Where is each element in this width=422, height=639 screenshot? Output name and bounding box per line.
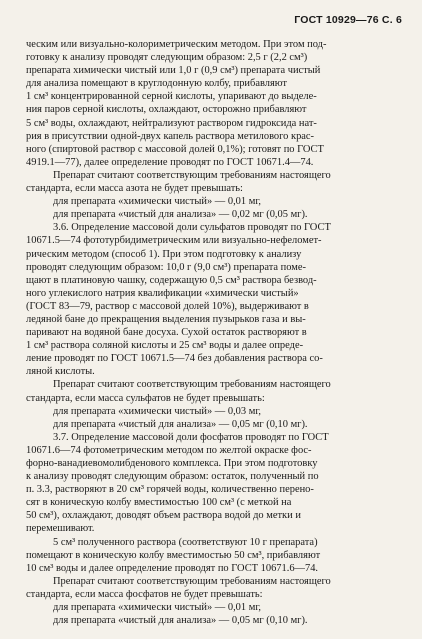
- text-line: 10671.5—74 фототурбидиметрическим или визуально-нефеломет-: [26, 235, 322, 247]
- text-line: 5 см³ воды, охлаждают, нейтрализуют раствором гидроксида нат-: [26, 117, 317, 129]
- text-line: 4919.1—77), далее определение проводят по ГОСТ 10671.4—74.: [26, 156, 314, 168]
- text-line: препарата химически чистый или 1,0 г (0,9 см³) препарата чистый: [26, 65, 321, 77]
- text-line: сят в коническую колбу вместимостью 100 см³ (с меткой на: [26, 497, 292, 509]
- text-line: 50 см³), охлаждают, доводят объем раствора водой до метки и: [26, 510, 301, 522]
- text-line: Препарат считают соответствующим требованиям настоящего: [53, 169, 331, 181]
- text-line: 1 см³ раствора соляной кислоты и 25 см³ воды и далее опреде-: [26, 340, 304, 352]
- text-line: 1 см³ концентрированной серной кислоты, упаривают до выделе-: [26, 91, 317, 103]
- text-line: 10 см³ воды и далее определение проводят по ГОСТ 10671.6—74.: [26, 562, 319, 574]
- text-line: 10671.6—74 фотометрическим методом по желтой окраске фос-: [26, 444, 312, 456]
- text-line: (ГОСТ 83—79, раствор с массовой долей 10%), выдерживают в: [26, 300, 309, 312]
- text-line: для анализа помещают в круглодонную колбу, прибавляют: [26, 78, 287, 90]
- text-line: для препарата «чистый для анализа» — 0,05 мг (0,10 мг).: [53, 418, 308, 430]
- text-line: для препарата «химически чистый» — 0,03 мг,: [53, 405, 262, 417]
- text-line: паривают на водяной бане досуха. Сухой остаток растворяют в: [26, 327, 307, 339]
- text-line: ного углекислого натрия квалификации «химически чистый»: [26, 287, 299, 299]
- text-line: ного (спиртовой раствор с массовой долей 0,1%); готовят по ГОСТ: [26, 143, 324, 155]
- text-line: помещают в коническую колбу вместимостью 50 см³, прибавляют: [26, 549, 321, 561]
- text-line: ледяной бане до прекращения выделения пузырьков газа и вы-: [26, 313, 306, 325]
- text-line: для препарата «чистый для анализа» — 0,05 мг (0,10 мг).: [53, 615, 308, 627]
- text-line: ление проводят по ГОСТ 10671.5—74 без добавления раствора со-: [26, 353, 323, 365]
- text-line: 3.7. Определение массовой доли фосфатов проводят по ГОСТ: [53, 431, 329, 443]
- text-line: форно-ванадиевомолибденового комплекса. При этом подготовку: [26, 458, 318, 469]
- text-line: для препарата «химически чистый» — 0,01 мг,: [53, 196, 262, 208]
- text-line: проводят следующим образом: 10,0 г (9,0 см³) препарата поме-: [26, 261, 306, 273]
- text-line: щают в платиновую чашку, содержащую 0,5 см³ раствора безвод-: [26, 274, 317, 286]
- text-line: рическим методом (способ 1). При этом подготовку к анализу: [26, 248, 302, 260]
- text-line: Препарат считают соответствующим требованиям настоящего: [53, 575, 331, 587]
- text-line: 5 см³ полученного раствора (соответствуют 10 г препарата): [53, 536, 318, 548]
- text-line: ния паров серной кислоты, охлаждают, осторожно прибавляют: [26, 104, 307, 116]
- text-line: ческим или визуально-колориметрическим методом. При этом под-: [26, 39, 327, 50]
- text-line: для препарата «чистый для анализа» — 0,02 мг (0,05 мг).: [53, 209, 308, 221]
- document-body: [26, 38, 402, 627]
- text-line: стандарта, если масса фосфатов не будет превышать:: [26, 588, 263, 600]
- page-header: ГОСТ 10929—76 С. 6: [294, 14, 402, 26]
- text-line: п. 3.3, растворяют в 20 см³ горячей воды, количественно перено-: [26, 484, 314, 496]
- text-line: стандарта, если масса сульфатов не будет превышать:: [26, 392, 265, 404]
- text-line: Препарат считают соответствующим требованиям настоящего: [53, 379, 331, 391]
- text-line: 3.6. Определение массовой доли сульфатов проводят по ГОСТ: [53, 222, 331, 234]
- text-line: стандарта, если масса азота не будет превышать:: [26, 183, 243, 195]
- text-line: ляной кислоты.: [26, 366, 95, 378]
- text-line: рия в присутствии одной-двух капель раствора метилового крас-: [26, 130, 315, 142]
- text-line: к анализу проводят следующим образом: остаток, полученный по: [26, 471, 319, 483]
- text-line: перемешивают.: [26, 523, 95, 535]
- text-line: для препарата «химически чистый» — 0,01 мг,: [53, 602, 262, 614]
- text-line: готовку к анализу проводят следующим образом: 2,5 г (2,2 см³): [26, 52, 308, 64]
